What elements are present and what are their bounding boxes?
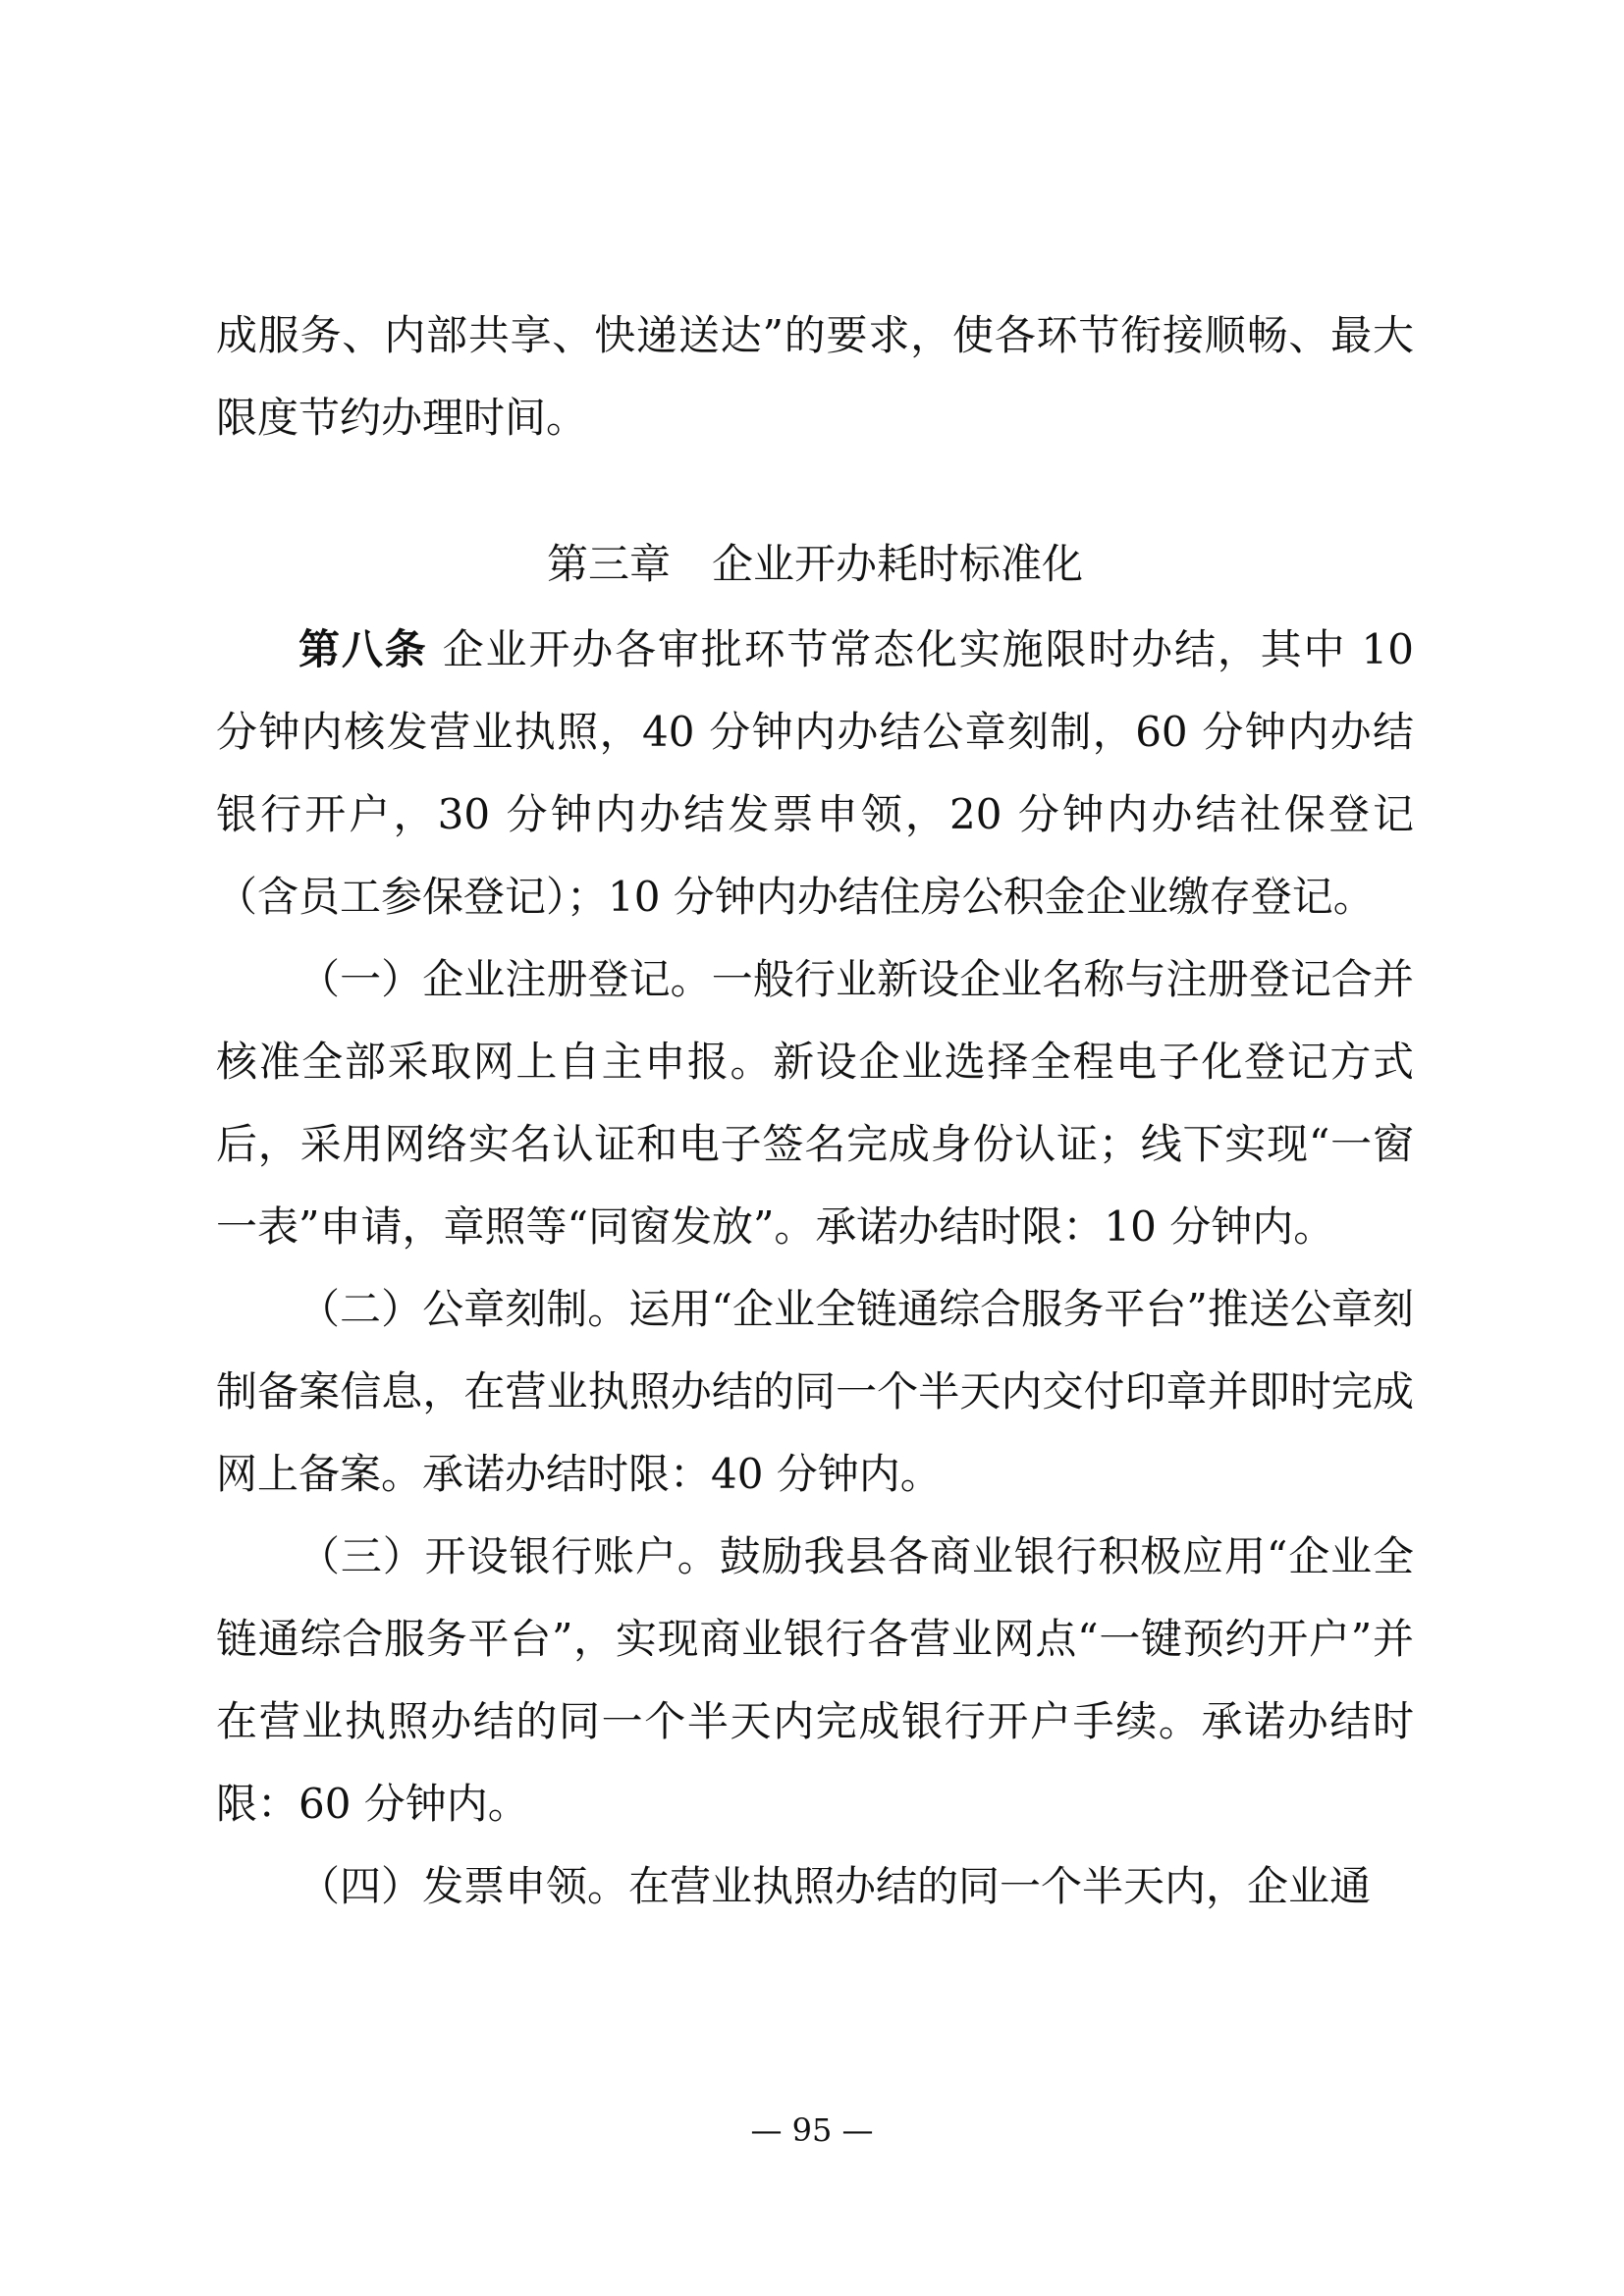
article-text: 企业开办各审批环节常态化实施限时办结，其中 10 分钟内核发营业执照，40 分钟内办结公章刻制，60 分钟内办结银行开户，30 分钟内办结发票申领，20 分钟内办结社保登记（含员工参保登记）；10 分钟内办结住房公积金企业缴存登记。 xyxy=(216,625,1414,921)
item-paragraph-3: （三）开设银行账户。鼓励我县各商业银行积极应用“企业全链通综合服务平台”，实现商业银行各营业网点“一键预约开户”并在营业执照办结的同一个半天内完成银行开户手续。承诺办结时限：60 分钟内。 xyxy=(216,1532,1414,1828)
chapter-heading: 第三章 企业开办耗时标准化 xyxy=(546,540,1083,588)
item-paragraph-2: （二）公章刻制。运用“企业全链通综合服务平台”推送公章刻制备案信息，在营业执照办结的同一个半天内交付印章并即时完成网上备案。承诺办结时限：40 分钟内。 xyxy=(216,1285,1414,1498)
article-paragraph xyxy=(216,609,1414,938)
item-paragraph-1: （一）企业注册登记。一般行业新设企业名称与注册登记合并核准全部采取网上自主申报。新设企业选择全程电子化登记方式后，采用网络实名认证和电子签名完成身份认证；线下实现“一窗一表”申请，章照等“同窗发放”。承诺办结时限：10 分钟内。 xyxy=(216,955,1414,1251)
article-body xyxy=(216,609,1414,1928)
item-paragraph-4: （四）发票申领。在营业执照办结的同一个半天内，企业通 xyxy=(298,1862,1372,1910)
continuation-paragraph: 成服务、内部共享、快递送达”的要求，使各环节衔接顺畅、最大限度节约办理时间。 xyxy=(216,311,1414,442)
article-label: 第八条 xyxy=(298,625,428,673)
page-number: — 95 — xyxy=(750,2111,874,2149)
